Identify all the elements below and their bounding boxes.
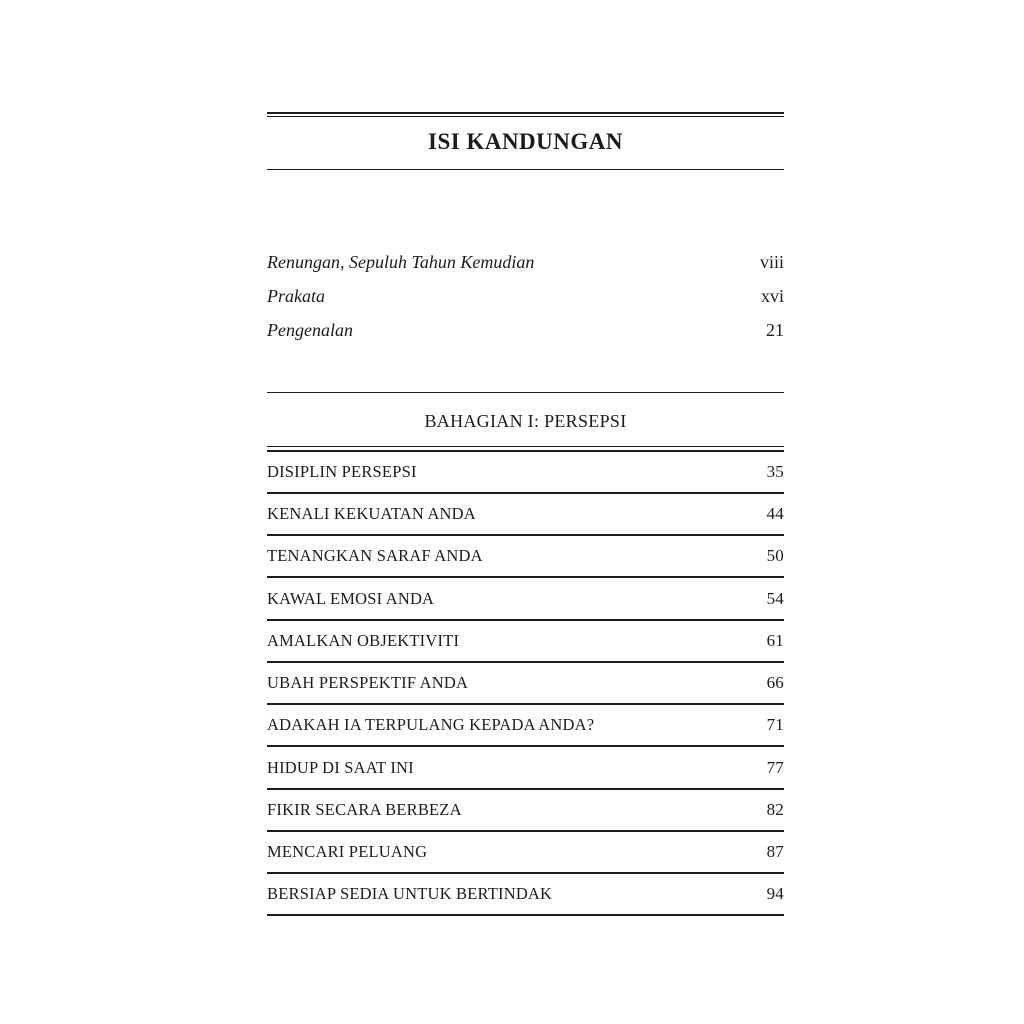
toc-entry[interactable] — [267, 795, 784, 825]
entry-divider — [267, 661, 784, 663]
toc-entry[interactable] — [267, 668, 784, 698]
toc-front-entry[interactable] — [267, 315, 784, 345]
entry-divider — [267, 830, 784, 832]
section-heading: BAHAGIAN I: PERSEPSI — [424, 411, 627, 431]
toc-entry-label: HIDUP DI SAAT INI — [267, 758, 414, 777]
toc-entry-page: 87 — [766, 842, 784, 861]
entry-divider — [267, 534, 784, 536]
toc-entry-label: Pengenalan — [267, 320, 353, 340]
toc-entry-page: 61 — [766, 631, 784, 650]
toc-entry-page: viii — [759, 252, 784, 272]
toc-entry-page: 35 — [766, 462, 784, 481]
toc-front-entry[interactable] — [267, 281, 784, 311]
entry-divider — [267, 492, 784, 494]
toc-entry-label: DISIPLIN PERSEPSI — [267, 462, 417, 481]
toc-entry-page: 50 — [766, 546, 784, 565]
toc-entry-page: 82 — [766, 800, 784, 819]
toc-entry-page: 94 — [766, 884, 784, 903]
toc-entry-label: BERSIAP SEDIA UNTUK BERTINDAK — [267, 884, 553, 903]
toc-entry[interactable] — [267, 584, 784, 614]
page-title: ISI KANDUNGAN — [428, 129, 623, 154]
entry-divider — [267, 619, 784, 621]
toc-entry[interactable] — [267, 879, 784, 909]
toc-entry[interactable] — [267, 837, 784, 867]
toc-entry-page: 54 — [766, 589, 784, 608]
toc-front-entry[interactable] — [267, 247, 784, 277]
toc-entry-label: AMALKAN OBJEKTIVITI — [267, 631, 460, 650]
toc-entry[interactable] — [267, 541, 784, 571]
title-bottom-rule — [267, 169, 784, 170]
table-of-contents-page — [267, 0, 784, 1024]
entry-divider — [267, 788, 784, 790]
section-bottom-rule — [267, 446, 784, 447]
toc-entry-label: Renungan, Sepuluh Tahun Kemudian — [267, 252, 535, 272]
title-top-rule-thin — [267, 116, 784, 117]
entry-divider — [267, 703, 784, 705]
toc-entry[interactable] — [267, 753, 784, 783]
toc-entry-page: 77 — [766, 758, 784, 777]
toc-entry-label: UBAH PERSPEKTIF ANDA — [267, 673, 469, 692]
toc-entry-label: ADAKAH IA TERPULANG KEPADA ANDA? — [267, 715, 595, 734]
toc-entry[interactable] — [267, 499, 784, 529]
toc-entry-label: FIKIR SECARA BERBEZA — [267, 800, 462, 819]
toc-entry[interactable] — [267, 626, 784, 656]
toc-entry[interactable] — [267, 710, 784, 740]
entry-divider — [267, 745, 784, 747]
toc-entry-label: MENCARI PELUANG — [267, 842, 428, 861]
section-top-rule — [267, 392, 784, 393]
entry-divider — [267, 914, 784, 916]
toc-entry-label: KENALI KEKUATAN ANDA — [267, 504, 476, 523]
toc-entry-label: TENANGKAN SARAF ANDA — [267, 546, 483, 565]
toc-entry-page: 44 — [766, 504, 784, 523]
toc-entry-label: KAWAL EMOSI ANDA — [267, 589, 435, 608]
entry-divider — [267, 872, 784, 874]
section-bottom-rule-double — [267, 450, 784, 452]
toc-entry-page: 71 — [766, 715, 784, 734]
toc-entry-page: xvi — [760, 286, 784, 306]
toc-entry-page: 21 — [766, 320, 784, 340]
toc-entry[interactable] — [267, 457, 784, 487]
toc-entry-label: Prakata — [267, 286, 325, 306]
entry-divider — [267, 576, 784, 578]
toc-entry-page: 66 — [766, 673, 784, 692]
title-top-rule — [267, 112, 784, 114]
